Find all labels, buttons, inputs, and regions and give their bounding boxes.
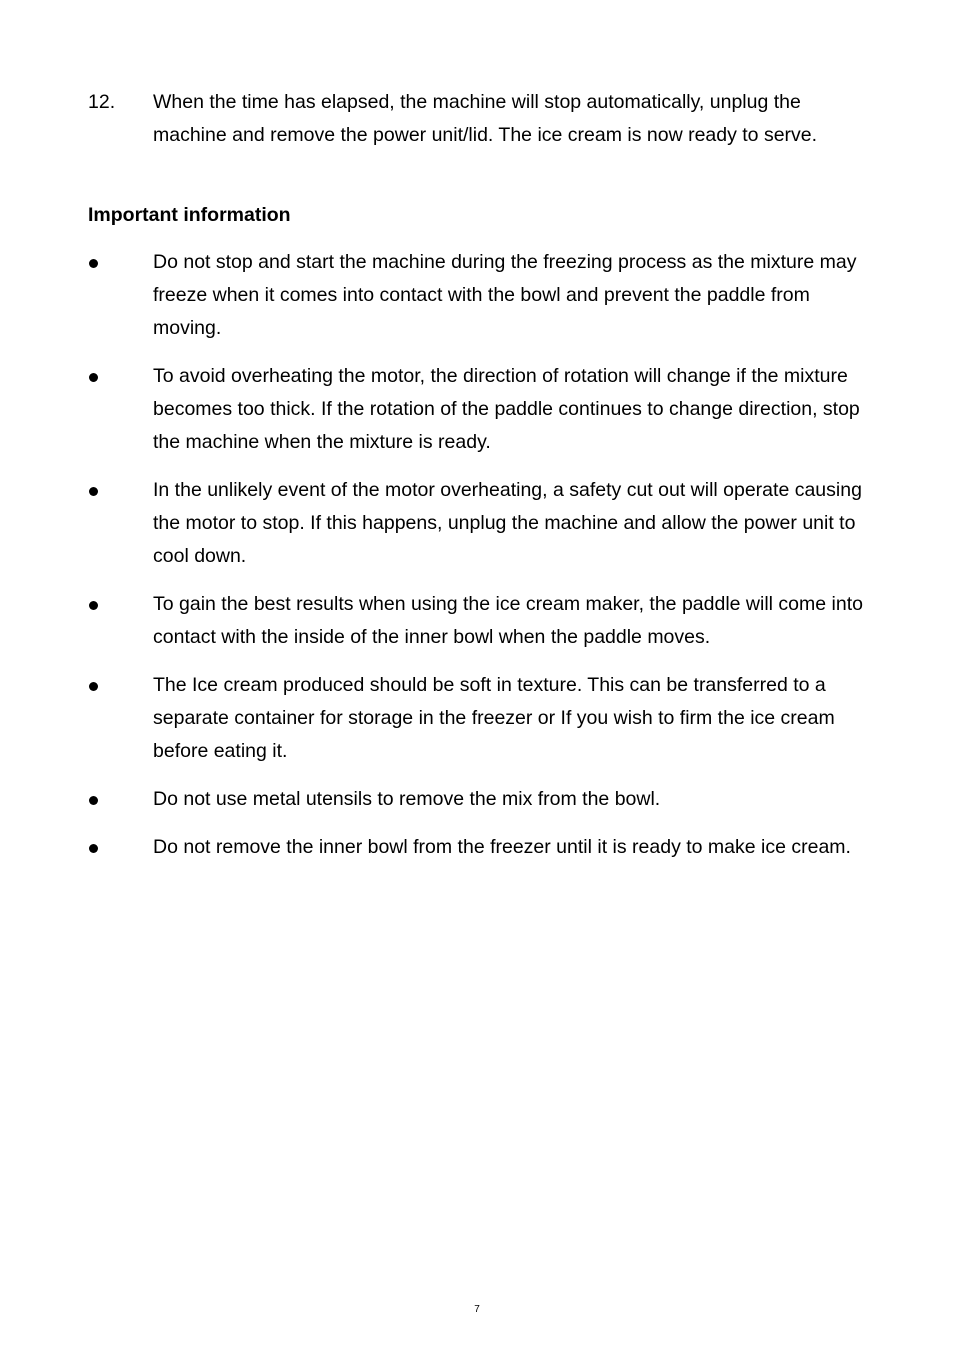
list-item xyxy=(88,669,878,768)
list-item xyxy=(88,831,878,864)
step-row xyxy=(88,86,878,152)
bullet-icon xyxy=(88,669,153,702)
step-text: When the time has elapsed, the machine will stop automatically, unplug the machine and remove the power unit/lid. The ice cream is now ready to serve. xyxy=(153,91,818,146)
list-item xyxy=(88,360,878,459)
list-item xyxy=(88,783,878,816)
important-info-list xyxy=(88,246,878,879)
bullet-icon xyxy=(88,831,153,864)
section-heading: Important information xyxy=(88,204,291,226)
list-item xyxy=(88,246,878,345)
list-item-text: To gain the best results when using the ice cream maker, the paddle will come into contact with the inside of the inner bowl when the paddle moves. xyxy=(153,593,863,648)
bullet-icon xyxy=(88,246,153,279)
list-item-text: In the unlikely event of the motor overheating, a safety cut out will operate causing the motor to stop. If this happens, unplug the machine and allow the power unit to cool down. xyxy=(153,479,862,567)
list-item-text: To avoid overheating the motor, the direction of rotation will change if the mixture becomes too thick. If the rotation of the paddle continues to change direction, stop the machine when the mixture is ready. xyxy=(153,365,860,453)
list-item-text: Do not remove the inner bowl from the freezer until it is ready to make ice cream. xyxy=(153,836,851,858)
list-item-text: Do not stop and start the machine during the freezing process as the mixture may freeze when it comes into contact with the bowl and prevent the paddle from moving. xyxy=(153,251,857,339)
step-number: 12. xyxy=(88,91,116,113)
list-item xyxy=(88,474,878,573)
page-number: 7 xyxy=(474,1304,480,1315)
bullet-icon xyxy=(88,588,153,621)
bullet-icon xyxy=(88,474,153,507)
list-item-text: The Ice cream produced should be soft in texture. This can be transferred to a separate container for storage in the freezer or If you wish to firm the ice cream before eating it. xyxy=(153,674,835,762)
list-item xyxy=(88,588,878,654)
bullet-icon xyxy=(88,783,153,816)
list-item-text: Do not use metal utensils to remove the mix from the bowl. xyxy=(153,788,661,810)
numbered-step xyxy=(88,86,878,152)
bullet-icon xyxy=(88,360,153,393)
